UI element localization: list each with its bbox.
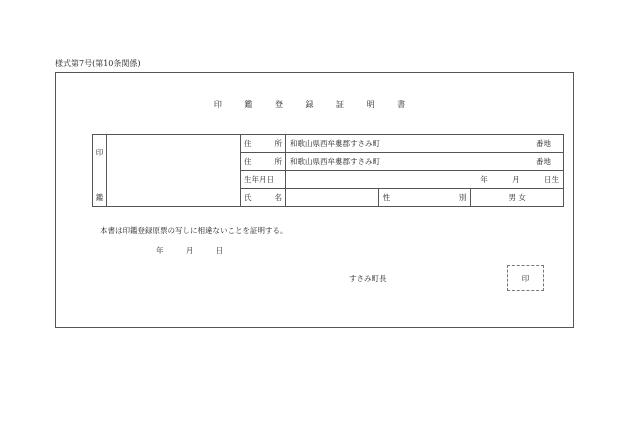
address-suffix-1: 番地 [536, 139, 551, 148]
address-label-2-char-2: 所 [274, 157, 282, 166]
dob-month: 月 [512, 175, 520, 184]
name-label-char-2: 名 [274, 193, 282, 202]
name-label-char-1: 氏 [244, 193, 252, 202]
table-row-address-1 [93, 135, 564, 153]
address-label-2-char-1: 住 [244, 157, 252, 166]
sex-label-char-2: 別 [458, 193, 467, 202]
name-value [286, 189, 379, 207]
address-text-2: 和歌山県西牟婁郡すさみ町 [290, 157, 380, 166]
dob-value [286, 171, 564, 189]
address-label-1-char-2: 所 [274, 139, 282, 148]
dob-day: 日生 [544, 175, 559, 184]
address-label-2 [241, 153, 286, 171]
sex-label-char-1: 性 [382, 193, 391, 202]
certificate-frame [55, 72, 574, 328]
sex-label [378, 189, 471, 207]
issuer-title: すさみ町長 [349, 274, 387, 283]
seal-header-char-1: 印 [95, 148, 104, 157]
address-value-2 [286, 153, 564, 171]
registration-table [92, 134, 564, 207]
issue-date [156, 245, 243, 256]
address-value-1 [286, 135, 564, 153]
seal-header-char-2: 鑑 [95, 193, 104, 202]
address-label-1 [241, 135, 286, 153]
seal-header-cell [93, 135, 107, 207]
form-number-label: 様式第7号(第10条関係) [55, 59, 141, 68]
certificate-title: 印 鑑 登 録 証 明 書 [213, 100, 416, 109]
certification-statement: 本書は印鑑登録原票の写しに相違ないことを証明する。 [100, 226, 288, 235]
sex-value: 男 女 [471, 189, 564, 207]
issue-date-day: 日 [215, 246, 224, 255]
official-stamp-box: 印 [507, 265, 544, 291]
issue-date-month: 月 [185, 246, 194, 255]
name-label [241, 189, 286, 207]
address-label-1-char-1: 住 [244, 139, 252, 148]
address-text-1: 和歌山県西牟婁郡すさみ町 [290, 139, 380, 148]
dob-year: 年 [480, 175, 488, 184]
dob-label: 生年月日 [241, 171, 286, 189]
seal-impression-box [107, 135, 241, 207]
address-suffix-2: 番地 [536, 157, 551, 166]
issue-date-year: 年 [156, 246, 164, 255]
